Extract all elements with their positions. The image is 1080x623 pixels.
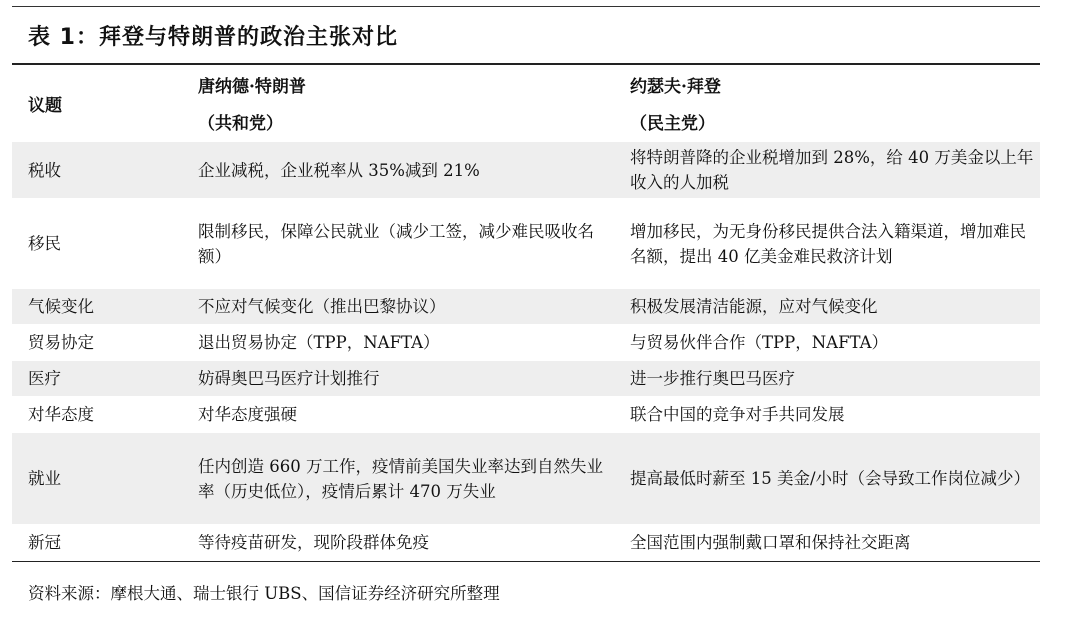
row-biden: 增加移民，为无身份移民提供合法入籍渠道，增加难民名额，提出 40 亿美金难民救济计划	[614, 199, 1040, 289]
row-issue: 医疗	[12, 361, 182, 397]
row-issue: 税收	[12, 142, 182, 199]
row-issue: 新冠	[12, 525, 182, 561]
row-issue: 就业	[12, 433, 182, 525]
row-trump: 等待疫苗研发，现阶段群体免疫	[182, 525, 614, 561]
row-biden: 全国范围内强制戴口罩和保持社交距离	[614, 525, 1040, 561]
row-biden: 将特朗普降的企业税增加到 28%，给 40 万美金以上年收入的人加税	[614, 142, 1040, 199]
row-biden: 提高最低时薪至 15 美金/小时（会导致工作岗位减少）	[614, 433, 1040, 525]
table-title: 表 1：拜登与特朗普的政治主张对比	[28, 24, 398, 50]
table-row	[12, 289, 1040, 325]
row-trump: 妨碍奥巴马医疗计划推行	[182, 361, 614, 397]
table-row	[12, 397, 1040, 433]
row-biden: 与贸易伙伴合作（TPP，NAFTA）	[614, 325, 1040, 361]
row-trump: 企业减税，企业税率从 35%减到 21%	[182, 142, 614, 199]
table-figure	[12, 6, 1040, 604]
table-row	[12, 199, 1040, 289]
comparison-table	[12, 65, 1040, 561]
row-issue: 气候变化	[12, 289, 182, 325]
header-biden-party: （民主党）	[630, 114, 715, 134]
row-issue: 移民	[12, 199, 182, 289]
row-biden: 联合中国的竞争对手共同发展	[614, 397, 1040, 433]
row-trump: 不应对气候变化（推出巴黎协议）	[182, 289, 614, 325]
row-trump: 任内创造 660 万工作，疫情前美国失业率达到自然失业率（历史低位），疫情后累计 470 万失业	[182, 433, 614, 525]
table-row	[12, 325, 1040, 361]
header-biden	[614, 65, 1040, 142]
row-issue: 对华态度	[12, 397, 182, 433]
source-note: 资料来源：摩根大通、瑞士银行 UBS、国信证券经济研究所整理	[28, 583, 500, 603]
row-trump: 对华态度强硬	[182, 397, 614, 433]
row-trump: 限制移民，保障公民就业（减少工签，减少难民吸收名额）	[182, 199, 614, 289]
header-trump-party: （共和党）	[198, 114, 283, 134]
table-row	[12, 142, 1040, 199]
row-biden: 进一步推行奥巴马医疗	[614, 361, 1040, 397]
header-trump-name: 唐纳德·特朗普	[198, 77, 306, 97]
header-issue: 议题	[28, 95, 62, 116]
table-row	[12, 433, 1040, 525]
header-biden-name: 约瑟夫·拜登	[630, 77, 721, 97]
header-row	[12, 65, 1040, 142]
header-trump	[182, 65, 614, 142]
row-biden: 积极发展清洁能源，应对气候变化	[614, 289, 1040, 325]
row-trump: 退出贸易协定（TPP，NAFTA）	[182, 325, 614, 361]
table-row	[12, 525, 1040, 561]
row-issue: 贸易协定	[12, 325, 182, 361]
table-row	[12, 361, 1040, 397]
